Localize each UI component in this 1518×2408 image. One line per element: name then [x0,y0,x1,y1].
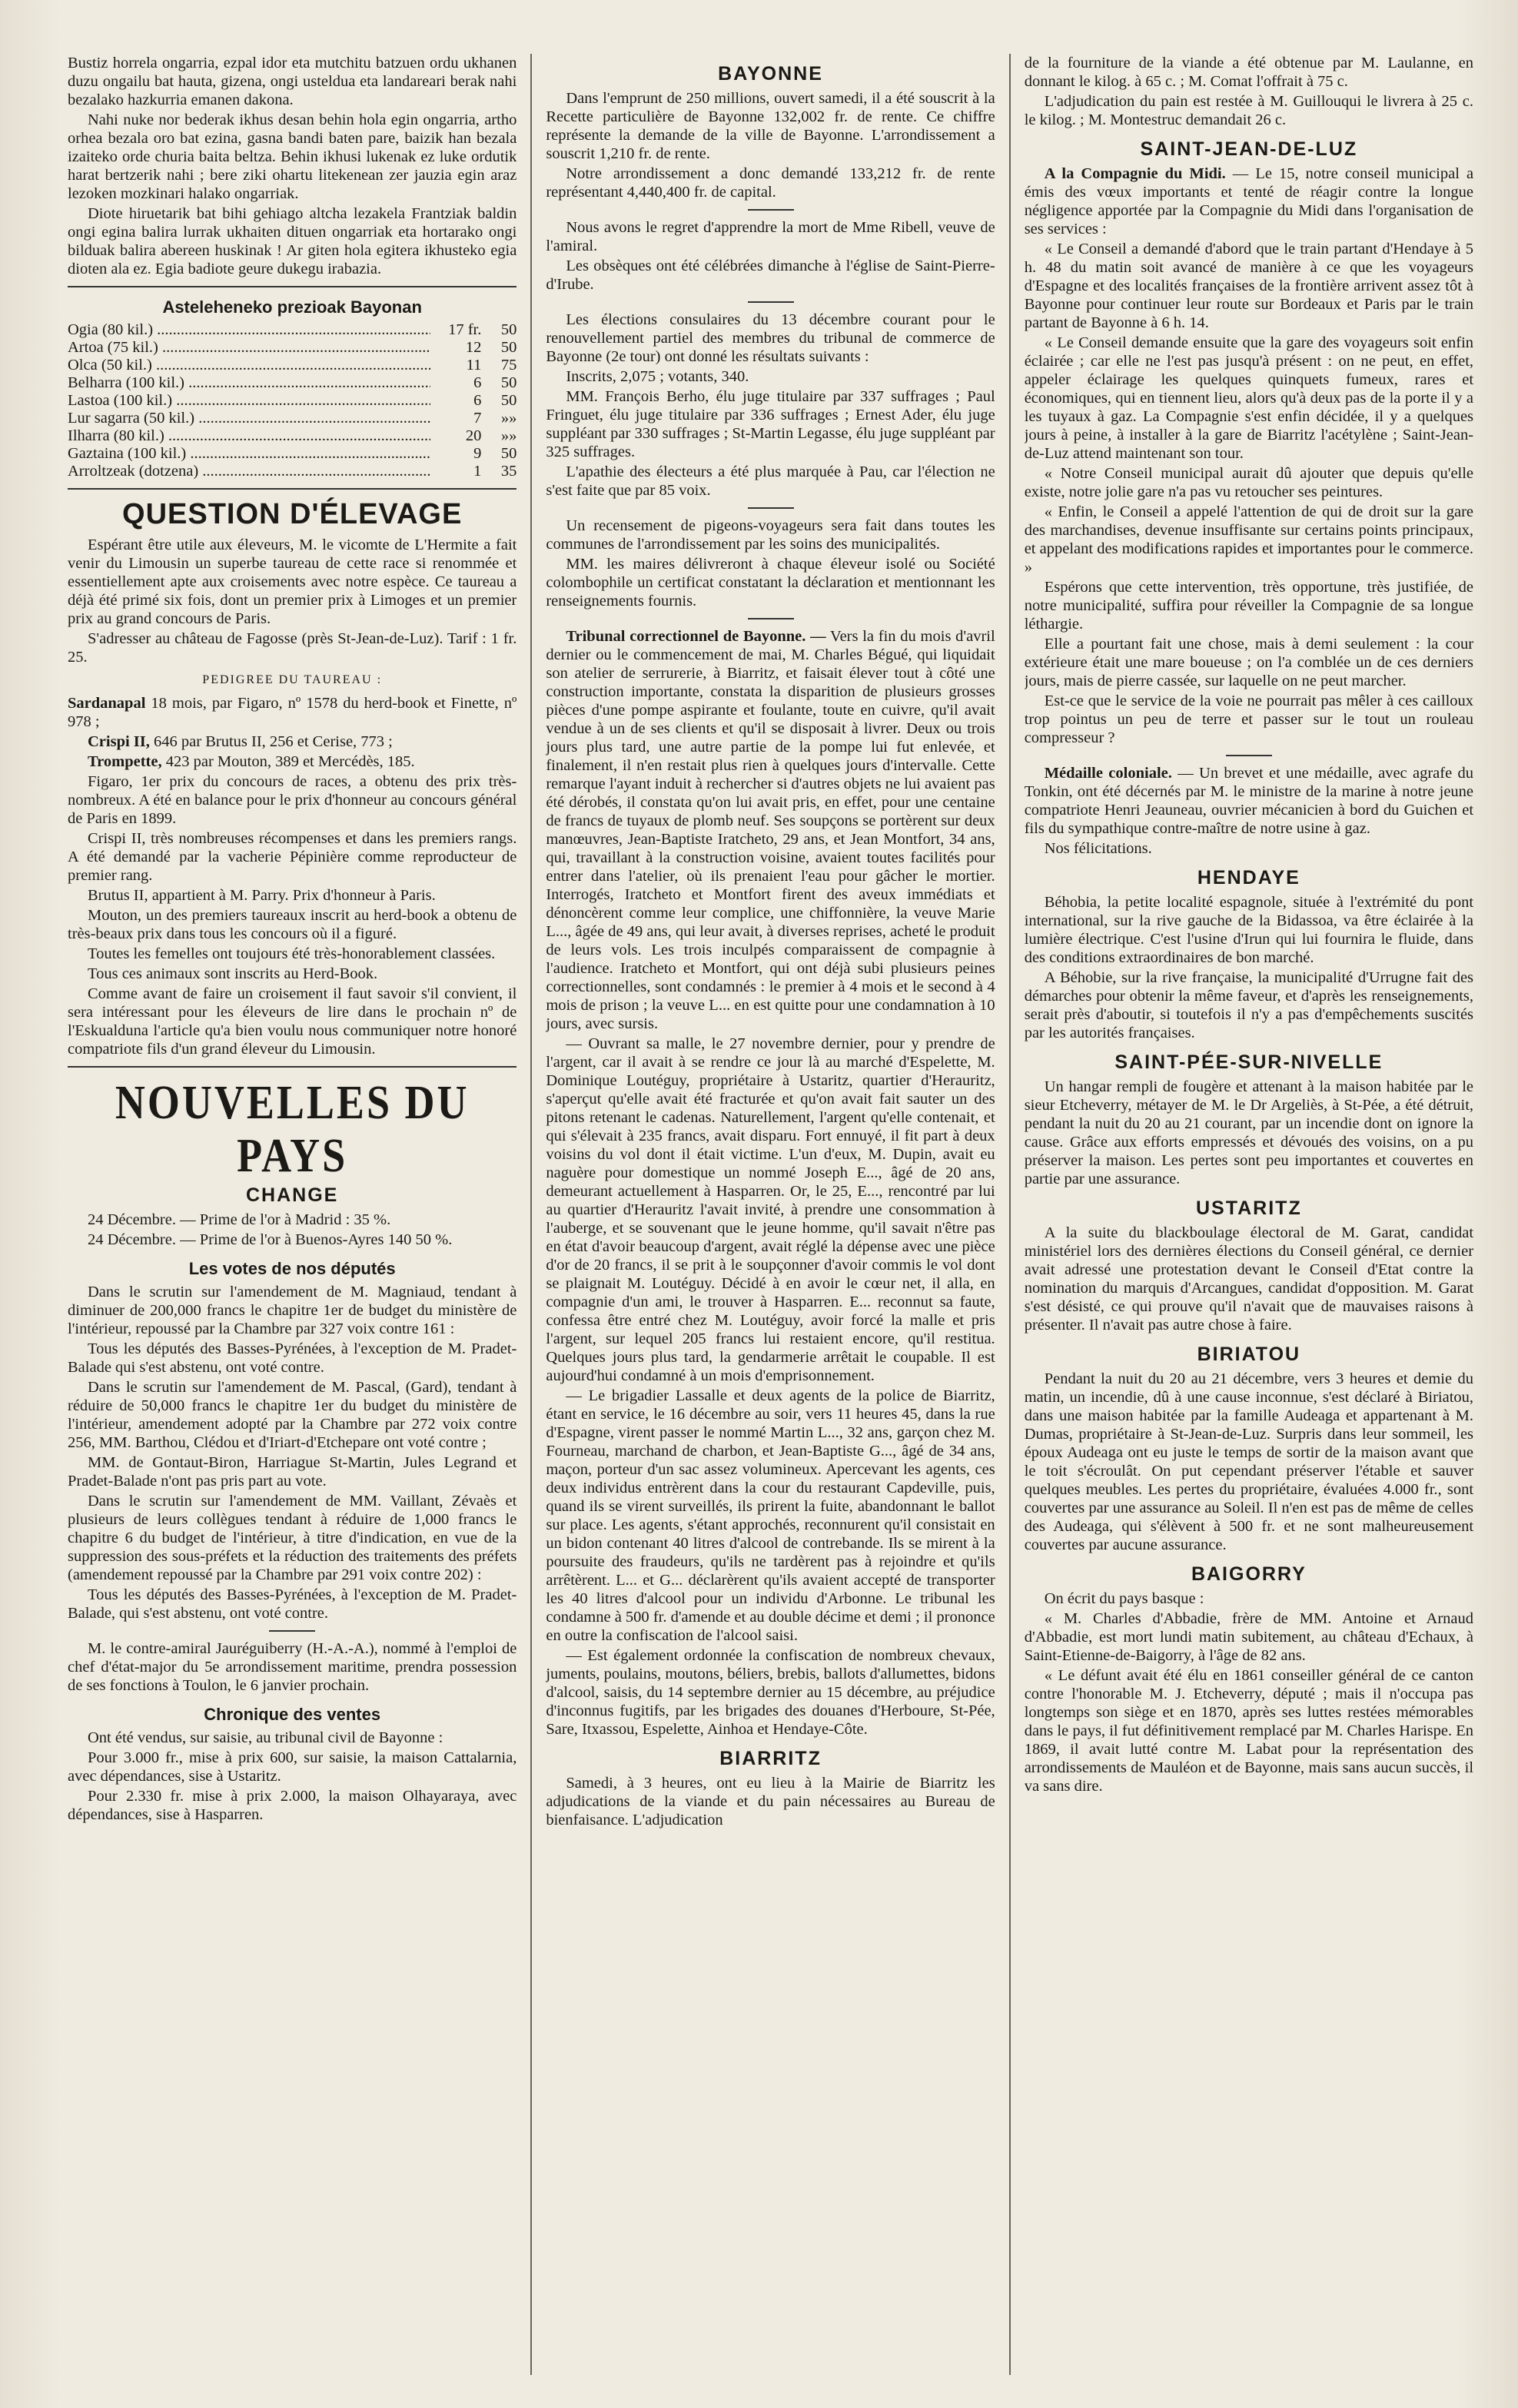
price-row [68,445,517,463]
elevage-paragraph: S'adresser au château de Fagosse (près St-Jean-de-Luz). Tarif : 1 fr. 25. [68,630,517,666]
change-line: 24 Décembre. — Prime de l'or à Buenos-Ayres 140 50 %. [88,1231,453,1248]
divider [68,286,517,287]
price-item: Arroltzeak (dotzena) ..... [68,463,430,480]
columns [68,54,1473,2375]
bayonne-paragraph: L'apathie des électeurs a été plus marquée à Pau, car l'élection ne s'est faite que par 85 voix. [546,463,995,499]
price-francs: 20 [465,427,482,444]
midi-paragraph: « Le Conseil demande ensuite que la gare des voyageurs soit enfin éclairée ; car elle ne l'est pas jusqu'à présent : on ne peut, en effet, appeler éclairage les quelques quinquets fumeux, rares et économiques, qui en tiennent lieu, alors qu'à deux pas de la porte il y a les tuyaux à gaz. La Compagnie s'est enfin décidée, il y a quelques jours à peine, à installer à la gare de Biarritz l'acétylène ; Saint-Jean-de-Luz attend maintenant son tour. [1024,334,1474,462]
price-francs: 6 [473,392,482,409]
saint-pee-title: SAINT-PÉE-SUR-NIVELLE [1114,1051,1383,1073]
prices-list [68,321,517,480]
price-row [68,357,517,374]
price-cents: 50 [500,445,517,462]
divider [748,618,794,619]
price-cents: 50 [500,374,517,391]
pedigree-line: Sardanapal 18 mois, par Figaro, nº 1578 du herd-book et Finette, nº 978 ; [68,695,517,730]
biriatou-title: BIRIATOU [1197,1343,1301,1365]
change-line: 24 Décembre. — Prime de l'or à Madrid : 35 %. [88,1211,391,1228]
column-3 [1025,54,1473,2375]
price-cents: 50 [500,392,517,409]
price-row [68,374,517,392]
votes-paragraph: MM. de Gontaut-Biron, Harriague St-Martin, Jules Legrand et Pradet-Balade n'ont pas pris part au vote. [68,1454,517,1490]
price-francs: 6 [473,374,482,391]
tribunal-paragraph: — Ouvrant sa malle, le 27 novembre dernier, pour y prendre de l'argent, car il avait à se rendre ce jour là au marché d'Espelette, M. Dominique Loutéguy, propriétaire à Ustaritz, quartier d'Herauritz, s'aperçut qu'elle avait été fracturée et qu'on avait fait sauter un des pitons retenant le cadenas. Naturellement, l'argent qu'elle contenait, et qui s'élevait à 235 francs, avait disparu. Fort ennuyé, il fit part à deux voisins du vol dont il était victime. L'un d'eux, M. Dupin, avait eu naguère pour domestique un nommé Joseph E..., âgé de 20 ans, demeurant actuellement à Hasparren. Or, le 25, E..., rencontré par lui au quartier d'Herauritz l'avait invité, à prendre une consommation à l'auberge, et se souvenant que le jeune homme, qu'il savait n'être pas en état d'avoir beaucoup d'argent, avait réglé la dépense avec une pièce d'or de 20 francs, il se prit à le soupçonner d'avoir commis le vol dont se plaignait M. Loutéguy. Décidé à en avoir le cœur net, il alla, en compagnie d'un ami, le trouver à Hasparren. E... reconnut sa faute, confessa être entré chez M. Loutéguy, avoir forcé la malle et pris l'argent, sur lequel 205 francs lui restaient encore, qu'il restitua. Quelques jours plus tard, la gendarmerie arrêtait le coupable. Il est aujourd'hui condamné à un mois d'emprisonnement. [546,1035,995,1384]
baigorry-paragraph: On écrit du pays basque : [1044,1590,1204,1607]
baigorry-paragraph: « Le défunt avait été élu en 1861 conseiller général de ce canton contre l'honorable M. J. Etcheverry, député ; mais il n'occupa pas longtemps son siège et en 1870, après ses luttes restées mémorables dans le pays, il fut définitivement remplacé par M. Charles Harispe. En 1869, il avait lutté contre M. Labat pour la représentation des arrondissements de Mauléon et de Bayonne, mais sans aucun succès, il va sans dire. [1024,1667,1474,1795]
elevage-paragraph: Toutes les femelles ont toujours été très-honorablement classées. [88,945,496,962]
price-item: Olca (50 kil.) ..... [68,357,430,374]
elevage-paragraph: Crispi II, très nombreuses récompenses et dans les premiers rangs. A été demandé par la vacherie Pépinière comme reproducteur de premier rang. [68,830,517,884]
price-row [68,392,517,410]
pedigree-line: Trompette, 423 par Mouton, 389 et Mercédès, 185. [88,753,415,770]
divider [748,507,794,509]
bayonne-paragraph: Un recensement de pigeons-voyageurs sera fait dans toutes les communes de l'arrondissement par les soins des municipalités. [546,517,995,553]
column-rule [1009,54,1011,2375]
price-item: Ilharra (80 kil.) ..... [68,427,430,445]
biarritz-paragraph: Samedi, à 3 heures, ont eu lieu à la Mairie de Biarritz les adjudications de la viande et du pain nécessaires au Bureau de bienfaisance. L'adjudication [546,1775,995,1828]
biarritz-continued: L'adjudication du pain est restée à M. Guillouqui le livrera à 25 c. le kilog. ; M. Montestruc demandait 26 c. [1024,93,1474,128]
price-row [68,427,517,445]
midi-paragraph: « Enfin, le Conseil a appelé l'attention de qui de droit sur la gare des marchandises, devenue insuffisante sur certains points principaux, et appelant des modifications rapides et importantes pour le commerce. » [1024,503,1474,576]
baigorry-title: BAIGORRY [1191,1563,1307,1585]
divider [68,1066,517,1068]
elevage-paragraph: Figaro, 1er prix du concours de races, a obtenu des prix très-nombreux. A été en balance pour le prix d'honneur au concours général de Paris en 1899. [68,773,517,827]
basque-paragraph: Nahi nuke nor bederak ikhus desan behin hola egin ongarria, artho orhea bezala oro bat ezina, gasna bandi baten pare, baizik han bezala izaiteko orde churia baita beltza. Behin ikhusi lukenak ez luke ordutik harat bertzerik nahi ; bere ziki ohartu litekenean zer jauzia egin araz lezoken mozkinari halako ongarriak. [68,111,517,202]
price-item: Artoa (75 kil.) ..... [68,339,430,357]
bayonne-paragraph: MM. François Berho, élu juge titulaire par 337 suffrages ; Paul Fringuet, élu juge titulaire par 336 suffrages ; Ernest Ader, élu juge suppléant par 330 suffrages ; St-Martin Legasse, élu juge suppléant par 325 suffrages. [546,388,995,460]
midi-paragraph: Elle a pourtant fait une chose, mais à demi seulement : la cour extérieure était une mare boueuse ; on l'a comblée un de ces derniers jours, mais de pierre cassée, sur laquelle on ne peut marcher. [1024,636,1474,689]
bayonne-paragraph: Nous avons le regret d'apprendre la mort de Mme Ribell, veuve de l'amiral. [546,219,995,254]
bayonne-paragraph: Dans l'emprunt de 250 millions, ouvert samedi, il a été souscrit à la Recette particulière de Bayonne 132,002 fr. de rente. Ce chiffre représente la demande de la ville de Bayonne. L'arrondissement a souscrit 1,210 fr. de rente. [546,90,995,162]
tribunal-paragraph: Tribunal correctionnel de Bayonne. — Vers la fin du mois d'avril dernier ou le commencement de mai, M. Charles Bégué, qui liquidait son atelier de serrurerie, à Biarritz, et faisait élever tout à côté une construction importante, constata la disparition de plusieurs grosses pièces d'une pompe aspirante et foulante, toute en cuivre, qu'il avait vendue à un de ses clients et qu'il se disposait à livrer. Deux ou trois jours plus tard, une autre partie de la pompe lui fut enlevée, et finalement, il n'en restait plus rien à quelques jours d'intervalle. Cette remarque l'ayant induit à rechercher si d'autres objets ne lui avaient pas été dérobés, il constata qu'on lui avait pris, en effet, pour une centaine de francs de tuyaux de plomb neuf. Ses soupçons se portèrent sur deux manœuvres, Jean-Baptiste Iratcheto, 29 ans, et Jean Montfort, 34 ans, qui, travaillant à la construction voisine, avaient toutes facilités pour entrer dans l'atelier, où ils prenaient l'eau pour gâcher le mortier. Interrogés, Iratcheto et Montfort firent des aveux immédiats et dénoncèrent comme leur complice, une chiffonnière, la veuve Marie L..., âgée de 49 ans, qui leur avait, à diverses reprises, acheté le produit de leurs vols. Les trois inculpés comparaissent de compagnie à l'audience. Iratcheto et Montfort, qui ont déjà subi plusieurs peines correctionnelles, sont condamnés : le premier à 4 mois et le second à 4 mois de prison ; la veuve L... en est quitte pour une condamnation à 10 jours, avec sursis. [546,628,995,1032]
pedigree-title: PEDIGREE DU TAUREAU : [202,673,383,686]
elevage-title: QUESTION D'ÉLEVAGE [122,498,463,530]
price-francs: 1 [473,463,482,480]
price-row [68,410,517,427]
votes-paragraph: Tous les députés des Basses-Pyrénées, à l'exception de M. Pradet-Balade qui s'est abstenu, ont voté contre. [68,1340,517,1376]
chronique-paragraph: Pour 3.000 fr., mise à prix 600, sur saisie, la maison Cattalarnia, avec dépendances, sise à Ustaritz. [68,1749,517,1785]
midi-paragraph: Est-ce que le service de la voie ne pourrait pas mêler à ces cailloux trop pointus un peu de terre et passer sur le tout un rouleau compresseur ? [1024,693,1474,746]
chronique-paragraph: Pour 2.330 fr. mise à prix 2.000, la maison Olhayaraya, avec dépendances, sise à Hasparren. [68,1788,517,1823]
basque-paragraph: Diote hiruetarik bat bihi gehiago altcha lezakela Frantziak baldin ongi egina balira lurrak ukhaiten dituen ongarriak eta hortarako ongi bilduak balira abereen huskinak ! Ar giten hola egitera ikhusteko egia dioten ala ez. Egia badiote geure dukegu irabazia. [68,205,517,277]
baigorry-paragraph: « M. Charles d'Abbadie, frère de MM. Antoine et Arnaud d'Abbadie, est mort lundi matin subitement, au château d'Echaux, à Saint-Etienne-de-Baigorry, à l'âge de 82 ans. [1024,1610,1474,1664]
medaille-paragraph: Médaille coloniale. — Un brevet et une médaille, avec agrafe du Tonkin, ont été décernés par M. le ministre de la marine à notre jeune compatriote Henri Jeauneau, ouvrier mécanicien à bord du Guichen et fils du sympathique contre-maître de notre usine à gaz. [1024,765,1474,837]
midi-paragraph: Espérons que cette intervention, très opportune, très justifiée, de notre municipalité, suffira pour réveiller la Compagnie de sa longue léthargie. [1024,579,1474,633]
tribunal-paragraph: — Le brigadier Lassalle et deux agents de la police de Biarritz, étant en service, le 16 décembre au soir, vers 11 heures 45, dans la rue d'Espagne, virent passer le nommé Martin L..., 32 ans, garçon chez M. Fourneau, marchand de charbon, et Jean-Baptiste G..., âgé de 34 ans, maçon, porteur d'un sac assez volumineux. Apercevant les agents, ces deux individus entrèrent dans la cour du restaurant Capdeville, puis, quand ils se virent surveillés, ils prirent la fuite, abandonnant le ballot sur place. Les agents, s'étant approchés, reconnurent qu'il consistait en un bidon contenant 40 litres d'alcool de contrebande. Ils se mirent à la poursuite des fraudeurs, qu'ils ne tardèrent pas à rejoindre et qu'ils arrêtèrent. L... et G... déclarèrent qu'ils avaient accepté de transporter les 40 litres d'alcool pour un individu d'Arbonne. Le tribunal les condamne à 500 fr. d'amende et au double décime et demi ; il prononce en outre la confiscation de l'alcool saisi. [546,1387,995,1644]
price-row [68,339,517,357]
ustaritz-title: USTARITZ [1195,1197,1302,1219]
price-cents: 35 [500,463,517,480]
tribunal-paragraph: — Est également ordonnée la confiscation de nombreux chevaux, juments, poulains, moutons, béliers, brebis, ballots d'allumettes, bidons d'alcool, saisis, du 14 septembre dernier au 15 décembre, au préjudice d'inconnus fugitifs, par les brigades des douanes d'Herboure, St-Pée, Sare, Itxassou, Espelette, Ainhoa et Hendaye-Côte. [546,1647,995,1738]
basque-paragraph: Bustiz horrela ongarria, ezpal idor eta mutchitu batzuen ordu ukhanen duzu ongailu bat hauta, gizena, ongi usteldua eta landareari berak nahi bezalako hazkurria emanen dakona. [68,55,517,108]
midi-paragraph: « Le Conseil a demandé d'abord que le train partant d'Hendaye à 5 h. 48 du matin soit avancé de manière à ce que les voyageurs d'Espagne et des localités françaises de la frontière arrivent assez tôt à Bayonne pour continuer leur route sur Bordeaux et Paris par le train partant de Bayonne à 6 h. 14. [1024,241,1474,331]
midi-paragraph: A la Compagnie du Midi. — Le 15, notre conseil municipal a émis des vœux importants et tenté de réagir contre la longue négligence apportée par la Compagnie du Midi dans l'organisation de ses services : [1024,165,1474,237]
pedigree-line: Crispi II, 646 par Brutus II, 256 et Cerise, 773 ; [88,733,393,750]
biarritz-continued: de la fourniture de la viande a été obtenue par M. Laulanne, en donnant le kilog. à 65 c. ; M. Comat l'offrait à 75 c. [1024,55,1474,90]
biriatou-paragraph: Pendant la nuit du 20 au 21 décembre, vers 3 heures et demie du matin, un incendie, dû à une cause inconnue, s'est déclaré à Biriatou, dans une maison habitée par la famille Audeaga et appartenant à M. Dumas, propriétaire à St-Jean-de-Luz. Surpris dans leur sommeil, les époux Audeaga ont eu juste le temps de sortir de la maison avant que le toit s'écroulât. On put cependant préserver l'étable et sauver quelques meubles. Les pertes du propriétaire, évaluées 4.000 fr., sont couvertes par une assurance au Soleil. Il n'en est pas de même de celles des Audeaga, qui s'élèvent à 500 fr. et ne sont malheureusement couvertes par aucune assurance. [1024,1370,1474,1553]
price-cents: »» [500,410,517,427]
hendaye-paragraph: A Béhobie, sur la rive française, la municipalité d'Urrugne fait des démarches pour obtenir la même faveur, et d'après les renseignements, serait près d'aboutir, si toutefois il n'y a pas d'empêchements suscités par les autorités françaises. [1024,969,1474,1041]
price-item: Lur sagarra (50 kil.) ..... [68,410,430,427]
votes-paragraph: Tous les députés des Basses-Pyrénées, à l'exception de M. Pradet-Balade, qui s'est abstenu, ont voté contre. [68,1586,517,1622]
votes-title: Les votes de nos députés [188,1259,396,1278]
price-row [68,321,517,339]
hendaye-paragraph: Béhobia, la petite localité espagnole, située à l'extrémité du pont international, sur la rive gauche de la Bidassoa, va être éclairée à la lumière électrique. C'est l'usine d'Irun qui lui fournira le fluide, dans des conditions extraordinaires de bon marché. [1024,894,1474,966]
chronique-paragraph: Ont été vendus, sur saisie, au tribunal civil de Bayonne : [88,1729,443,1746]
column-1 [68,54,517,2375]
price-francs: 9 [473,445,482,462]
votes-paragraph: Dans le scrutin sur l'amendement de M. Pascal, (Gard), tendant à réduire de 50,000 francs le chapitre 1er du budget du ministère de l'intérieur, amendement adopté par la Chambre par 272 voix contre 256, MM. Barthou, Clédou et d'Iriart-d'Etchepare ont voté contre ; [68,1379,517,1451]
divider [748,209,794,211]
bayonne-paragraph: Inscrits, 2,075 ; votants, 340. [566,368,749,385]
bayonne-title: BAYONNE [718,63,823,85]
votes-paragraph: Dans le scrutin sur l'amendement de M. Magniaud, tendant à diminuer de 200,000 francs le chapitre 1er de budget du ministère de l'intérieur, repoussé par la Chambre par 327 voix contre 161 : [68,1284,517,1337]
price-francs: 11 [466,357,482,374]
elevage-paragraph: Comme avant de faire un croisement il faut savoir s'il convient, il sera intéressant pour les éleveurs de lire dans le prochain nº de l'Eskualduna l'article qu'a bien voulu nous communiquer notre honoré compatriote fils d'un grand éleveur du Limousin. [68,985,517,1058]
column-2 [546,54,995,2375]
price-cents: 50 [500,321,517,338]
saint-jean-de-luz-title: SAINT-JEAN-DE-LUZ [1140,138,1358,160]
price-cents: 75 [500,357,517,374]
midi-paragraph: « Notre Conseil municipal aurait dû ajouter que depuis qu'elle existe, notre jolie gare n'a pas vu retoucher ses peintures. [1024,465,1474,500]
divider [269,1630,315,1632]
bayonne-paragraph: Les élections consulaires du 13 décembre courant pour le renouvellement partiel des membres du tribunal de commerce de Bayonne (2e tour) ont donné les résultats suivants : [546,311,995,365]
divider [1226,755,1272,756]
price-francs: 7 [473,410,482,427]
divider [748,301,794,303]
bayonne-paragraph: Notre arrondissement a donc demandé 133,212 fr. de rente représentant 4,440,400 fr. de capital. [546,165,995,201]
price-cents: 50 [500,339,517,356]
price-item: Lastoa (100 kil.) ..... [68,392,430,410]
chronique-title: Chronique des ventes [204,1705,381,1724]
elevage-paragraph: Tous ces animaux sont inscrits au Herd-Book. [88,965,378,982]
price-francs: 12 [465,339,482,356]
price-item: Gaztaina (100 kil.) ..... [68,445,430,463]
divider [68,488,517,490]
amiral-paragraph: M. le contre-amiral Jauréguiberry (H.-A.-A.), nommé à l'emploi de chef d'état-major du 5e arrondissement maritime, prendra possession de ses fonctions à Toulon, le 6 janvier prochain. [68,1640,517,1694]
elevage-paragraph: Brutus II, appartient à M. Parry. Prix d'honneur à Paris. [88,887,436,904]
hendaye-title: HENDAYE [1197,867,1300,888]
price-francs: 17 fr. [448,321,482,338]
votes-paragraph: Dans le scrutin sur l'amendement de MM. Vaillant, Zévaès et plusieurs de leurs collègues tendant à réduire de 1,000 francs le chapitre 6 du budget de l'intérieur, à titre d'indication, en vue de la suppression des sous-préfets et la réduction des traitements des préfets (amendement repoussé par la Chambre par 291 voix contre 202) : [68,1493,517,1583]
elevage-paragraph: Espérant être utile aux éleveurs, M. le vicomte de L'Hermite a fait venir du Limousin un superbe taureau de cette race si renommée et essentiellement apte aux croisements avec notre espèce. Ce taureau a déjà été primé six fois, dont un premier prix à Limoges et un premier prix au grand concours de Paris. [68,536,517,627]
medaille-paragraph: Nos félicitations. [1044,840,1152,857]
price-item: Ogia (80 kil.) ..... [68,321,430,339]
nouvelles-title: NOUVELLES DU PAYS [115,1076,470,1182]
saint-pee-paragraph: Un hangar rempli de fougère et attenant à la maison habitée par le sieur Etcheverry, métayer de M. le Dr Argeliès, à St-Pée, a été détruit, pendant la nuit du 20 au 21 courant, par un incendie dont on ignore la cause. Grâce aux efforts empressés et dévoués des voisins, on a pu préserver la maison. Les pertes sont peu importantes et couvertes en partie par une assurance. [1024,1078,1474,1187]
elevage-paragraph: Mouton, un des premiers taureaux inscrit au herd-book a obtenu de très-beaux prix dans tous les concours où il a figuré. [68,907,517,942]
price-row [68,463,517,480]
ustaritz-paragraph: A la suite du blackboulage électoral de M. Garat, candidat ministériel lors des dernières élections du Conseil général, ce dernier avait adressé une protestation devant le Conseil d'Etat contre la nomination du marquis d'Arcangues, candidat d'opposition. M. Garat s'est désisté, ce qui prouve qu'il n'avait que de mauvaises raisons à présenter. Il n'avait pas autre chose à faire. [1024,1224,1474,1334]
bayonne-paragraph: Les obsèques ont été célébrées dimanche à l'église de Saint-Pierre-d'Irube. [546,257,995,293]
biarritz-title: BIARRITZ [719,1748,822,1769]
change-title: CHANGE [246,1184,339,1206]
column-rule [530,54,532,2375]
prices-title: Asteleheneko prezioak Bayonan [162,297,422,317]
bayonne-paragraph: MM. les maires délivreront à chaque éleveur isolé ou Société colombophile un certificat constatant la déclaration et mentionnant les renseignements fournis. [546,556,995,609]
price-item: Belharra (100 kil.) ..... [68,374,430,392]
price-cents: »» [500,427,517,444]
